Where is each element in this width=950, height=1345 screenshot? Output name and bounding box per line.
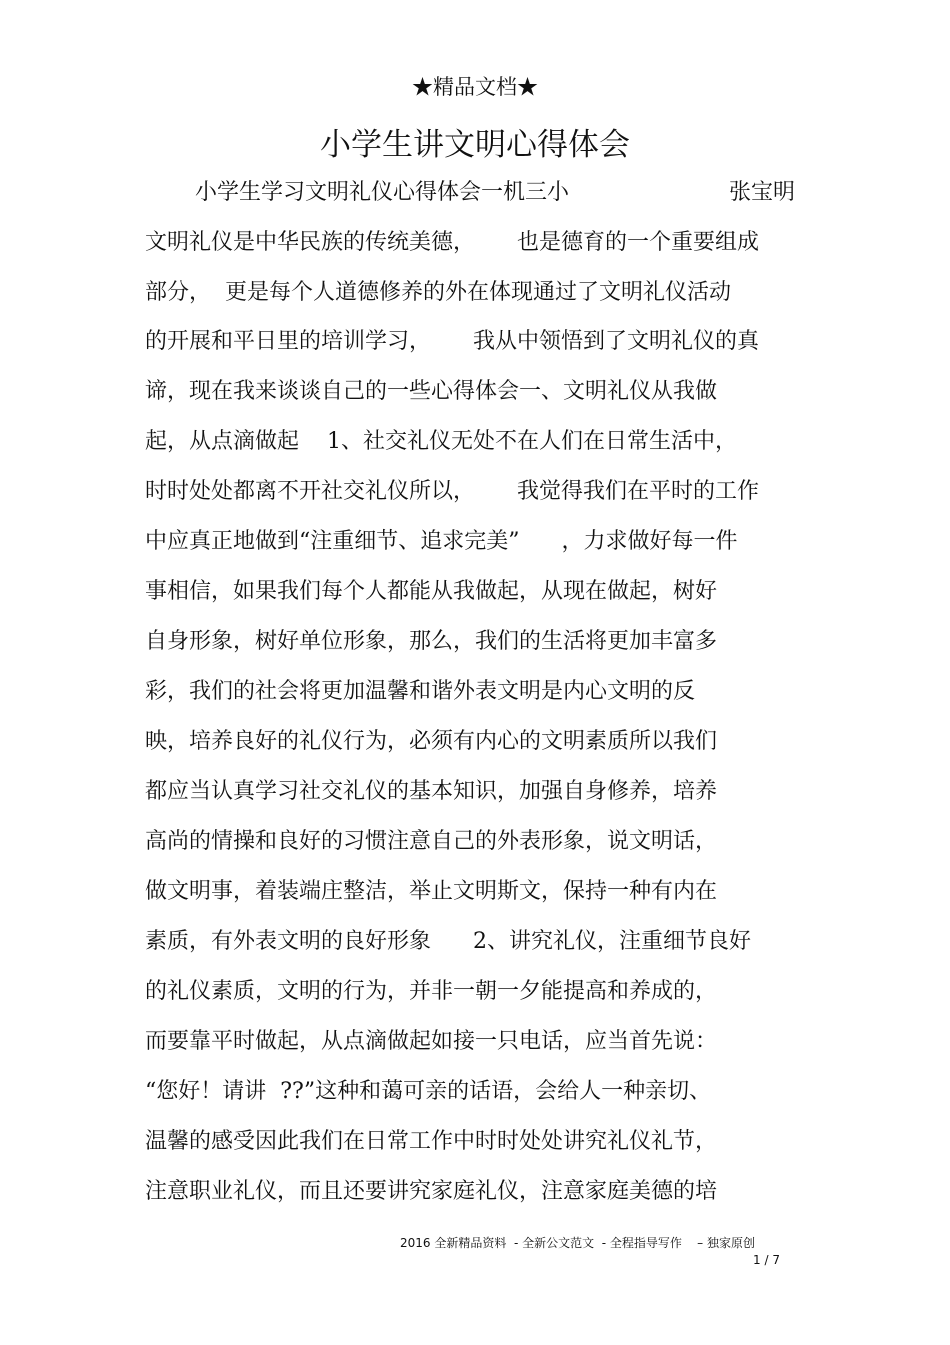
body-line: 都应当认真学习社交礼仪的基本知识，加强自身修养，培养	[145, 779, 718, 804]
body-line: 谛，现在我来谈谈自己的一些心得体会一、文明礼仪从我做	[145, 379, 718, 404]
author-name: 张宝明	[729, 180, 796, 205]
body-line: 素质，有外表文明的良好形象 2、讲究礼仪，注重细节良好	[145, 929, 751, 954]
page-number: 1 / 7	[753, 1253, 780, 1267]
body-line: 映，培养良好的礼仪行为，必须有内心的文明素质所以我们	[145, 729, 718, 754]
body-line: 文明礼仪是中华民族的传统美德， 也是德育的一个重要组成	[145, 230, 759, 255]
body-line: 的开展和平日里的培训学习， 我从中领悟到了文明礼仪的真	[145, 329, 759, 354]
body-line: 事相信，如果我们每个人都能从我做起，从现在做起，树好	[145, 579, 718, 604]
body-line: 而要靠平时做起，从点滴做起如接一只电话，应当首先说：	[145, 1029, 718, 1054]
body-line: 时时处处都离不开社交礼仪所以， 我觉得我们在平时的工作	[145, 479, 759, 504]
body-line: 中应真正地做到“注重细节、追求完美” ，力求做好每一件	[145, 529, 738, 554]
document-title: 小学生讲文明心得体会	[320, 127, 630, 163]
body-line: “您好！请讲 ??”这种和蔼可亲的话语，会给人一种亲切、	[145, 1079, 712, 1104]
body-line: 自身形象，树好单位形象，那么，我们的生活将更加丰富多	[145, 629, 718, 654]
body-line: 高尚的情操和良好的习惯注意自己的外表形象，说文明话，	[145, 829, 718, 854]
body-line: 彩，我们的社会将更加温馨和谐外表文明是内心文明的反	[145, 679, 696, 704]
body-line: 的礼仪素质，文明的行为，并非一朝一夕能提高和养成的，	[145, 979, 718, 1004]
body-line: 部分， 更是每个人道德修养的外在体现通过了文明礼仪活动	[145, 280, 731, 305]
header-mark: ★精品文档★	[412, 75, 538, 99]
body-line: 做文明事，着装端庄整洁，举止文明斯文，保持一种有内在	[145, 879, 718, 904]
body-line: 温馨的感受因此我们在日常工作中时时处处讲究礼仪礼节，	[145, 1129, 718, 1154]
footer-text: 2016 全新精品资料 - 全新公文范文 - 全程指导写作 – 独家原创	[400, 1236, 755, 1250]
body-line: 起，从点滴做起 1、社交礼仪无处不在人们在日常生活中，	[145, 429, 737, 454]
subtitle-left: 小学生学习文明礼仪心得体会一机三小	[195, 180, 570, 205]
body-line: 注意职业礼仪，而且还要讲究家庭礼仪，注意家庭美德的培	[145, 1179, 718, 1204]
